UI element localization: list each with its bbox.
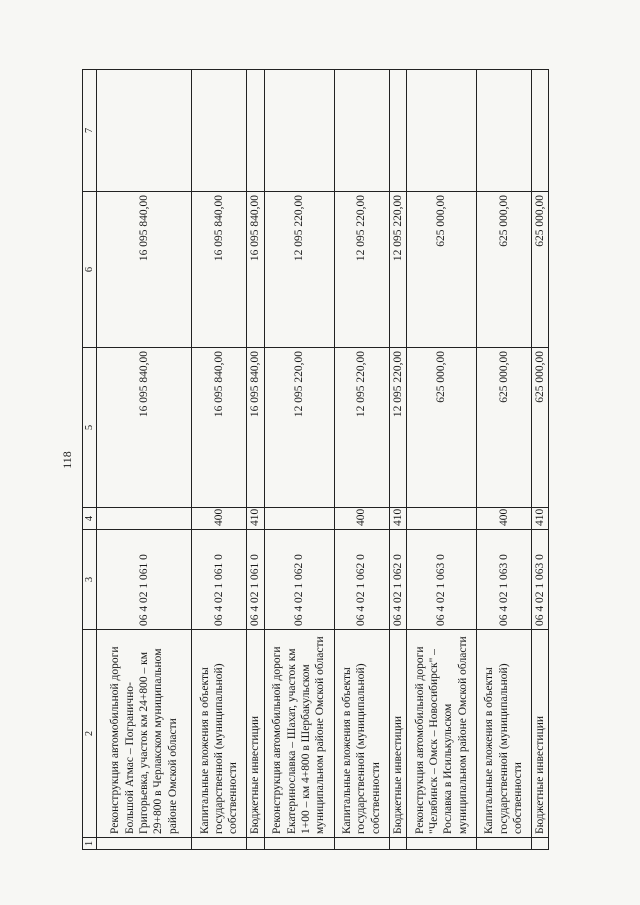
amount-cell: 12 095 220,00 <box>389 348 406 508</box>
empty-cell <box>264 70 334 192</box>
classification-code-cell: 06 4 02 1 061 0 <box>247 530 264 630</box>
empty-cell <box>389 70 406 192</box>
page-number: 118 <box>60 451 74 469</box>
classification-code-cell: 06 4 02 1 062 0 <box>334 530 389 630</box>
table-row <box>334 70 389 850</box>
expense-type-cell: 400 <box>476 508 531 530</box>
amount-cell: 16 095 840,00 <box>247 192 264 348</box>
classification-code-cell: 06 4 02 1 062 0 <box>389 530 406 630</box>
budget-table <box>82 69 549 850</box>
empty-cell <box>247 70 264 192</box>
classification-code-cell: 06 4 02 1 063 0 <box>476 530 531 630</box>
table-row <box>531 70 548 850</box>
row-marker-cell <box>476 838 531 850</box>
row-marker-cell <box>389 838 406 850</box>
classification-code-cell: 06 4 02 1 063 0 <box>406 530 476 630</box>
column-number: 7 <box>83 70 97 192</box>
column-number: 1 <box>83 838 97 850</box>
expense-type-cell: 410 <box>247 508 264 530</box>
column-number: 4 <box>83 508 97 530</box>
item-name-cell: Бюджетные инвестиции <box>247 630 264 838</box>
expense-type-cell: 410 <box>389 508 406 530</box>
empty-cell <box>531 70 548 192</box>
row-marker-cell <box>97 838 192 850</box>
table-row <box>192 70 247 850</box>
classification-code-cell: 06 4 02 1 061 0 <box>192 530 247 630</box>
amount-cell: 625 000,00 <box>406 192 476 348</box>
amount-cell: 625 000,00 <box>476 192 531 348</box>
amount-cell: 16 095 840,00 <box>97 348 192 508</box>
row-marker-cell <box>264 838 334 850</box>
item-name-cell: Капитальные вложения в объекты государственной (муниципальной) собственности <box>192 630 247 838</box>
amount-cell: 16 095 840,00 <box>97 192 192 348</box>
empty-cell <box>192 70 247 192</box>
expense-type-cell <box>406 508 476 530</box>
rotated-content <box>60 70 546 850</box>
table-row <box>247 70 264 850</box>
item-name-cell: Реконструкция автомобильной дороги "Челябинск – Омск – Новосибирск" – Рославка в Исилькульском муниципальном районе Омской области <box>406 630 476 838</box>
item-name-cell: Реконструкция автомобильной дороги Екатеринославка – Шахат, участок км 1+00 – км 4+800 в Шербакульском муниципальном районе Омской области <box>264 630 334 838</box>
classification-code-cell: 06 4 02 1 061 0 <box>97 530 192 630</box>
item-name-cell: Реконструкция автомобильной дороги Большой Атмас – Погранично-Григорьевка, участок км 24+800 – км 29+800 в Черлакском муниципальном районе Омской области <box>97 630 192 838</box>
item-name-cell: Капитальные вложения в объекты государственной (муниципальной) собственности <box>476 630 531 838</box>
empty-cell <box>406 70 476 192</box>
amount-cell: 16 095 840,00 <box>247 348 264 508</box>
table-row <box>264 70 334 850</box>
table-row <box>406 70 476 850</box>
amount-cell: 625 000,00 <box>406 348 476 508</box>
row-marker-cell <box>192 838 247 850</box>
row-marker-cell <box>247 838 264 850</box>
column-number: 3 <box>83 530 97 630</box>
classification-code-cell: 06 4 02 1 063 0 <box>531 530 548 630</box>
amount-cell: 625 000,00 <box>476 348 531 508</box>
item-name-cell: Бюджетные инвестиции <box>389 630 406 838</box>
amount-cell: 12 095 220,00 <box>334 192 389 348</box>
empty-cell <box>476 70 531 192</box>
amount-cell: 12 095 220,00 <box>264 192 334 348</box>
empty-cell <box>334 70 389 192</box>
classification-code-cell: 06 4 02 1 062 0 <box>264 530 334 630</box>
table-row <box>389 70 406 850</box>
expense-type-cell: 400 <box>192 508 247 530</box>
column-number: 5 <box>83 348 97 508</box>
table-row <box>476 70 531 850</box>
amount-cell: 16 095 840,00 <box>192 348 247 508</box>
item-name-cell: Капитальные вложения в объекты государственной (муниципальной) собственности <box>334 630 389 838</box>
amount-cell: 625 000,00 <box>531 348 548 508</box>
table-row <box>97 70 192 850</box>
expense-type-cell <box>264 508 334 530</box>
column-number: 6 <box>83 192 97 348</box>
column-number: 2 <box>83 630 97 838</box>
row-marker-cell <box>406 838 476 850</box>
amount-cell: 12 095 220,00 <box>334 348 389 508</box>
amount-cell: 12 095 220,00 <box>264 348 334 508</box>
expense-type-cell <box>97 508 192 530</box>
expense-type-cell: 400 <box>334 508 389 530</box>
row-marker-cell <box>334 838 389 850</box>
item-name-cell: Бюджетные инвестиции <box>531 630 548 838</box>
amount-cell: 16 095 840,00 <box>192 192 247 348</box>
amount-cell: 625 000,00 <box>531 192 548 348</box>
amount-cell: 12 095 220,00 <box>389 192 406 348</box>
column-number-row <box>83 70 97 850</box>
empty-cell <box>97 70 192 192</box>
expense-type-cell: 410 <box>531 508 548 530</box>
row-marker-cell <box>531 838 548 850</box>
